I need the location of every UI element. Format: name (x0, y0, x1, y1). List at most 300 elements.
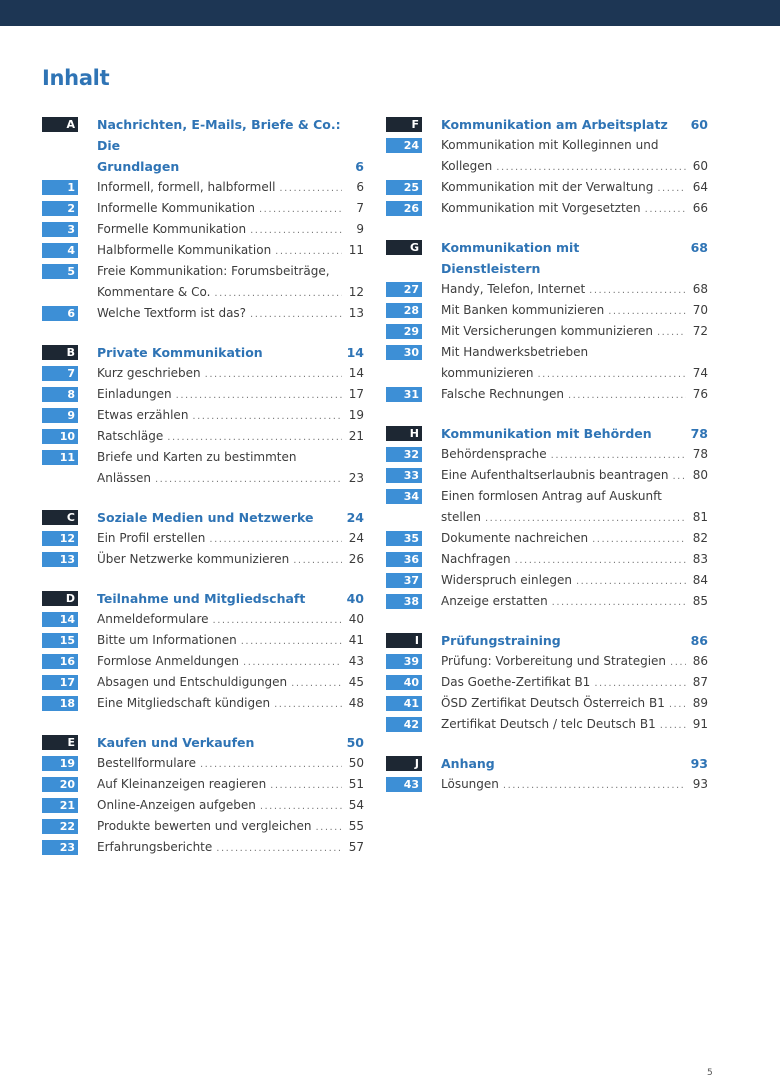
chapter-number-badge: 30 (386, 345, 422, 360)
entry-title: Eine Aufenthaltserlaubnis beantragen (441, 468, 669, 482)
section-letter-badge: C (42, 510, 78, 525)
chapter-number-badge: 9 (42, 408, 78, 423)
entry-content (97, 198, 364, 219)
chapter-number-badge: 42 (386, 717, 422, 732)
dot-leader (243, 658, 342, 668)
entry-page: 78 (692, 447, 708, 461)
section-heading[interactable] (386, 423, 708, 444)
section-title-text: Kommunikation mit Behörden (441, 426, 652, 441)
entry-title: Einladungen (97, 387, 172, 401)
section-title (441, 630, 680, 651)
section-heading[interactable] (42, 114, 364, 156)
entry-title-line2: Kollegen (441, 159, 493, 173)
chapter-number-badge: 4 (42, 243, 78, 258)
toc-entry[interactable] (386, 279, 708, 300)
section-title-text: Soziale Medien und Netzwerke (97, 510, 314, 525)
chapter-number-badge: 18 (42, 696, 78, 711)
top-color-bar (0, 0, 780, 26)
entry-title: Formelle Kommunikation (97, 222, 247, 236)
section-page: 68 (690, 240, 708, 255)
entry-title-line2: stellen (441, 510, 481, 524)
dot-leader (176, 391, 342, 401)
toc-entry[interactable] (42, 219, 364, 240)
toc-entry[interactable] (42, 303, 364, 324)
entry-title: Ratschläge (97, 429, 164, 443)
chapter-number-badge: 25 (386, 180, 422, 195)
entry-page: 14 (348, 366, 364, 380)
section-heading[interactable] (42, 507, 364, 528)
entry-title: Produkte bewerten und vergleichen (97, 819, 312, 833)
entry-page: 84 (692, 573, 708, 587)
entry-content (441, 279, 708, 300)
toc-entry[interactable] (386, 591, 708, 612)
dot-leader (279, 184, 342, 194)
entry-title: Anmeldeformulare (97, 612, 209, 626)
entry-content (97, 528, 364, 549)
section-letter-badge: B (42, 345, 78, 360)
dot-leader (552, 598, 686, 608)
entry-page: 60 (692, 159, 708, 173)
entry-page: 41 (348, 633, 364, 647)
section-letter-badge: E (42, 735, 78, 750)
entry-page: 13 (348, 306, 364, 320)
entry-title: Mit Versicherungen kommunizieren (441, 324, 653, 338)
dot-leader (291, 679, 342, 689)
section-title (97, 732, 336, 753)
toc-entry[interactable] (386, 693, 708, 714)
toc-entry[interactable] (42, 177, 364, 198)
toc-entry[interactable] (42, 651, 364, 672)
entry-title: Auf Kleinanzeigen reagieren (97, 777, 267, 791)
entry-page: 7 (356, 201, 364, 215)
entry-content (441, 198, 708, 219)
section-title-line2: Grundlagen (97, 159, 180, 174)
entry-title: Über Netzwerke kommunizieren (97, 552, 290, 566)
chapter-number-badge: 24 (386, 138, 422, 153)
dot-leader (214, 289, 342, 299)
section-letter-badge: I (386, 633, 422, 648)
chapter-number-badge: 40 (386, 675, 422, 690)
entry-content (97, 384, 364, 405)
toc-entry[interactable] (386, 321, 708, 342)
section-page: 93 (690, 756, 708, 771)
entry-title: Anzeige erstatten (441, 594, 548, 608)
entry-page: 85 (692, 594, 708, 608)
entry-page: 6 (356, 180, 364, 194)
entry-content (441, 342, 708, 384)
entry-page: 72 (692, 324, 708, 338)
entry-page: 55 (348, 819, 364, 833)
toc-section (42, 588, 364, 714)
toc-entry[interactable] (42, 528, 364, 549)
entry-content (97, 447, 364, 489)
entry-title: Zertifikat Deutsch / telc Deutsch B1 (441, 717, 656, 731)
toc-section (386, 114, 708, 219)
chapter-number-badge: 6 (42, 306, 78, 321)
entry-content (441, 528, 708, 549)
chapter-number-badge: 14 (42, 612, 78, 627)
entry-title: Kommunikation mit Kolleginnen und (441, 138, 659, 152)
chapter-number-badge: 35 (386, 531, 422, 546)
entry-content (441, 300, 708, 321)
toc-entry[interactable] (386, 444, 708, 465)
entry-content (441, 672, 708, 693)
section-title-text: Prüfungstraining (441, 633, 561, 648)
chapter-number-badge: 11 (42, 450, 78, 465)
section-title (97, 342, 336, 363)
dot-leader (589, 286, 686, 296)
entry-page: 48 (348, 696, 364, 710)
dot-leader (576, 577, 686, 587)
chapter-number-badge: 17 (42, 675, 78, 690)
toc-entry[interactable] (42, 672, 364, 693)
entry-title-line2: Kommentare & Co. (97, 285, 211, 299)
section-letter-badge: H (386, 426, 422, 441)
chapter-number-badge: 32 (386, 447, 422, 462)
dot-leader (496, 163, 686, 173)
dot-leader (568, 391, 686, 401)
chapter-number-badge: 7 (42, 366, 78, 381)
chapter-number-badge: 10 (42, 429, 78, 444)
entry-title: Welche Textform ist das? (97, 306, 247, 320)
entry-content (441, 444, 708, 465)
section-letter-badge: F (386, 117, 422, 132)
section-title-text: Teilnahme und Mitgliedschaft (97, 591, 306, 606)
dot-leader (275, 247, 342, 257)
entry-content (441, 486, 708, 528)
entry-page: 12 (348, 285, 364, 299)
toc-entry[interactable] (386, 672, 708, 693)
dot-leader (537, 370, 686, 380)
section-heading[interactable] (42, 588, 364, 609)
entry-content (97, 630, 364, 651)
toc-entry[interactable] (42, 609, 364, 630)
section-heading[interactable] (386, 630, 708, 651)
dot-leader (250, 310, 342, 320)
entry-page: 82 (692, 531, 708, 545)
dot-leader (205, 370, 342, 380)
entry-page: 81 (692, 510, 708, 524)
toc-entry[interactable] (386, 198, 708, 219)
entry-title: Eine Mitgliedschaft kündigen (97, 696, 271, 710)
section-heading[interactable] (42, 342, 364, 363)
entry-content (441, 135, 708, 177)
entry-page: 87 (692, 675, 708, 689)
toc-entry[interactable] (42, 426, 364, 447)
dot-leader (250, 226, 342, 236)
entry-title: Halbformelle Kommunikation (97, 243, 272, 257)
page-number: 5 (707, 1068, 713, 1078)
dot-leader (216, 844, 342, 854)
entry-content (97, 240, 364, 261)
chapter-number-badge: 41 (386, 696, 422, 711)
entry-content (97, 609, 364, 630)
dot-leader (192, 412, 342, 422)
chapter-number-badge: 29 (386, 324, 422, 339)
entry-content (441, 321, 708, 342)
dot-leader (645, 205, 686, 215)
entry-title: Behördensprache (441, 447, 547, 461)
section-heading[interactable] (386, 114, 708, 135)
chapter-number-badge: 43 (386, 777, 422, 792)
entry-content (97, 672, 364, 693)
section-title-text: Anhang (441, 756, 495, 771)
toc-right-column (386, 114, 708, 813)
section-page: 60 (690, 117, 708, 132)
entry-content (441, 774, 708, 795)
entry-content (97, 816, 364, 837)
chapter-number-badge: 33 (386, 468, 422, 483)
toc-entry[interactable] (386, 384, 708, 405)
entry-page: 51 (348, 777, 364, 791)
entry-content (97, 549, 364, 570)
dot-leader (260, 802, 342, 812)
chapter-number-badge: 5 (42, 264, 78, 279)
chapter-number-badge: 19 (42, 756, 78, 771)
section-letter-badge: J (386, 756, 422, 771)
entry-content (97, 177, 364, 198)
toc-entry[interactable] (42, 630, 364, 651)
chapter-number-badge: 21 (42, 798, 78, 813)
dot-leader (669, 700, 686, 710)
entry-title: Mit Handwerksbetrieben (441, 345, 589, 359)
section-title (97, 507, 336, 528)
section-letter-badge: A (42, 117, 78, 132)
entry-title: Kommunikation mit der Verwaltung (441, 180, 654, 194)
chapter-number-badge: 38 (386, 594, 422, 609)
entry-title: Online-Anzeigen aufgeben (97, 798, 256, 812)
entry-page: 57 (348, 840, 364, 854)
entry-page: 54 (348, 798, 364, 812)
chapter-number-badge: 26 (386, 201, 422, 216)
dot-leader (200, 760, 342, 770)
toc-entry[interactable] (42, 816, 364, 837)
chapter-number-badge: 15 (42, 633, 78, 648)
entry-page: 9 (356, 222, 364, 236)
chapter-number-badge: 27 (386, 282, 422, 297)
entry-page: 40 (348, 612, 364, 626)
section-title-text: Private Kommunikation (97, 345, 263, 360)
entry-title: Einen formlosen Antrag auf Auskunft (441, 489, 662, 503)
entry-content (97, 261, 364, 303)
toc-section (386, 753, 708, 795)
toc-entry[interactable] (42, 774, 364, 795)
entry-page: 86 (692, 654, 708, 668)
toc-entry[interactable] (386, 300, 708, 321)
chapter-number-badge: 20 (42, 777, 78, 792)
section-heading-cont (42, 156, 364, 177)
entry-title: Prüfung: Vorbereitung und Strategien (441, 654, 667, 668)
entry-title: Absagen und Entschuldigungen (97, 675, 288, 689)
dot-leader (673, 472, 687, 482)
toc-section (42, 507, 364, 570)
entry-title-cont (441, 363, 708, 384)
entry-page: 64 (692, 180, 708, 194)
dot-leader (551, 451, 686, 461)
toc-entry[interactable] (42, 753, 364, 774)
entry-title: Formlose Anmeldungen (97, 654, 240, 668)
chapter-number-badge: 28 (386, 303, 422, 318)
toc-entry[interactable] (386, 774, 708, 795)
entry-title: Bestellformulare (97, 756, 196, 770)
page-title: Inhalt (42, 66, 110, 90)
entry-title: Widerspruch einlegen (441, 573, 572, 587)
entry-title: Kommunikation mit Vorgesetzten (441, 201, 641, 215)
toc-section (42, 732, 364, 858)
chapter-number-badge: 2 (42, 201, 78, 216)
toc-entry[interactable] (386, 651, 708, 672)
section-page: 78 (690, 426, 708, 441)
section-title (97, 114, 364, 156)
toc-entry[interactable] (386, 486, 708, 528)
entry-page: 19 (348, 408, 364, 422)
entry-content (97, 693, 364, 714)
entry-page: 91 (692, 717, 708, 731)
entry-content (97, 363, 364, 384)
entry-page: 45 (348, 675, 364, 689)
toc-entry[interactable] (42, 837, 364, 858)
entry-page: 83 (692, 552, 708, 566)
chapter-number-badge: 39 (386, 654, 422, 669)
entry-content (97, 405, 364, 426)
section-title (441, 114, 680, 135)
chapter-number-badge: 16 (42, 654, 78, 669)
entry-page: 43 (348, 654, 364, 668)
dot-leader (670, 658, 686, 668)
entry-content (441, 591, 708, 612)
dot-leader (209, 535, 342, 545)
entry-title-cont (97, 468, 364, 489)
entry-title-cont (97, 282, 364, 303)
chapter-number-badge: 12 (42, 531, 78, 546)
entry-content (441, 465, 708, 486)
entry-content (97, 426, 364, 447)
toc-left-column (42, 114, 364, 876)
dot-leader (592, 535, 686, 545)
section-page: 86 (690, 633, 708, 648)
entry-content (441, 570, 708, 591)
toc-entry[interactable] (42, 447, 364, 489)
toc-entry[interactable] (42, 795, 364, 816)
entry-title: ÖSD Zertifikat Deutsch Österreich B1 (441, 696, 665, 710)
section-title (441, 753, 680, 774)
section-page: 14 (346, 345, 364, 360)
chapter-number-badge: 1 (42, 180, 78, 195)
section-title-text: Kaufen und Verkaufen (97, 735, 255, 750)
dot-leader (485, 514, 686, 524)
toc-entry[interactable] (42, 363, 364, 384)
entry-title: Informelle Kommunikation (97, 201, 255, 215)
entry-content (441, 549, 708, 570)
entry-content (97, 219, 364, 240)
entry-content (97, 774, 364, 795)
toc-entry[interactable] (386, 528, 708, 549)
entry-title: Etwas erzählen (97, 408, 189, 422)
chapter-number-badge: 22 (42, 819, 78, 834)
entry-title-cont (441, 507, 708, 528)
entry-title: Bitte um Informationen (97, 633, 237, 647)
section-title-text: Nachrichten, E-Mails, Briefe & Co.: Die (97, 117, 341, 153)
dot-leader (660, 721, 686, 731)
section-page: 40 (346, 591, 364, 606)
toc-entry[interactable] (386, 570, 708, 591)
entry-title: Informell, formell, halbformell (97, 180, 276, 194)
chapter-number-badge: 37 (386, 573, 422, 588)
dot-leader (315, 823, 342, 833)
dot-leader (503, 781, 686, 791)
toc-entry[interactable] (42, 240, 364, 261)
toc-section (42, 342, 364, 489)
section-title-text: Kommunikation am Arbeitsplatz (441, 117, 668, 132)
dot-leader (657, 328, 686, 338)
entry-page: 80 (692, 468, 708, 482)
chapter-number-badge: 13 (42, 552, 78, 567)
entry-title: Briefe und Karten zu bestimmten (97, 450, 297, 464)
dot-leader (213, 616, 342, 626)
section-letter-badge: G (386, 240, 422, 255)
entry-page: 17 (348, 387, 364, 401)
chapter-number-badge: 23 (42, 840, 78, 855)
toc-section (42, 114, 364, 324)
section-heading[interactable] (386, 753, 708, 774)
entry-page: 74 (692, 366, 708, 380)
dot-leader (274, 700, 342, 710)
entry-content (441, 384, 708, 405)
toc-entry[interactable] (42, 261, 364, 303)
chapter-number-badge: 8 (42, 387, 78, 402)
toc-entry[interactable] (42, 693, 364, 714)
toc-entry[interactable] (42, 405, 364, 426)
section-title (441, 237, 680, 279)
toc-section (386, 423, 708, 612)
entry-title: Handy, Telefon, Internet (441, 282, 586, 296)
entry-title: Das Goethe-Zertifikat B1 (441, 675, 591, 689)
section-title (441, 423, 680, 444)
section-heading[interactable] (42, 732, 364, 753)
section-page: 6 (355, 159, 364, 174)
entry-title: Freie Kommunikation: Forumsbeiträge, (97, 264, 330, 278)
entry-page: 21 (348, 429, 364, 443)
dot-leader (270, 781, 342, 791)
entry-content (97, 837, 364, 858)
entry-page: 93 (692, 777, 708, 791)
entry-page: 11 (348, 243, 364, 257)
toc-entry[interactable] (386, 714, 708, 735)
entry-title: Erfahrungsberichte (97, 840, 213, 854)
chapter-number-badge: 34 (386, 489, 422, 504)
toc-entry[interactable] (386, 549, 708, 570)
toc-entry[interactable] (386, 135, 708, 177)
entry-title: Ein Profil erstellen (97, 531, 206, 545)
toc-entry[interactable] (42, 549, 364, 570)
entry-title: Nachfragen (441, 552, 511, 566)
entry-page: 76 (692, 387, 708, 401)
entry-title-cont (441, 156, 708, 177)
entry-page: 70 (692, 303, 708, 317)
toc-entry[interactable] (386, 465, 708, 486)
section-heading[interactable] (386, 237, 708, 279)
entry-content (97, 651, 364, 672)
toc-entry[interactable] (42, 384, 364, 405)
entry-title: Mit Banken kommunizieren (441, 303, 605, 317)
entry-page: 68 (692, 282, 708, 296)
toc-entry[interactable] (386, 177, 708, 198)
entry-content (441, 651, 708, 672)
toc-entry[interactable] (42, 198, 364, 219)
entry-content (441, 714, 708, 735)
entry-content (97, 303, 364, 324)
toc-entry[interactable] (386, 342, 708, 384)
